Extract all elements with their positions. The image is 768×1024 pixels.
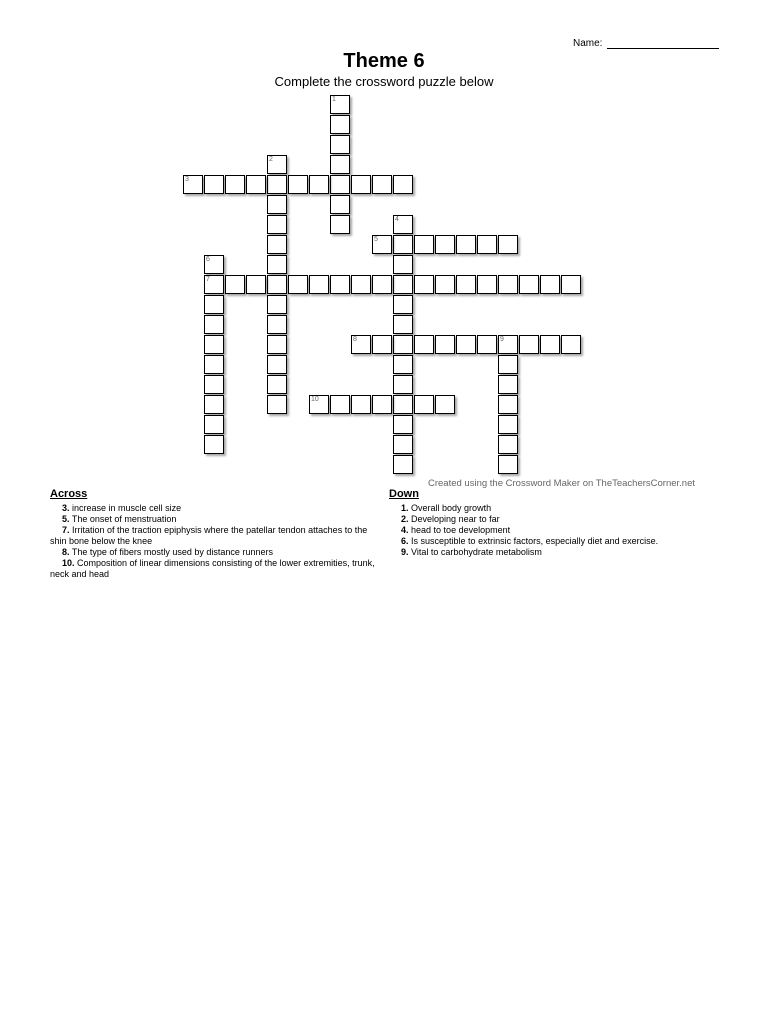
crossword-cell[interactable]: [267, 275, 287, 294]
crossword-grid: [0, 0, 768, 480]
crossword-cell[interactable]: [393, 275, 413, 294]
crossword-cell[interactable]: [267, 175, 287, 194]
crossword-cell[interactable]: [330, 215, 350, 234]
crossword-cell[interactable]: [393, 215, 413, 234]
crossword-cell[interactable]: [414, 335, 434, 354]
crossword-cell[interactable]: [540, 335, 560, 354]
crossword-cell[interactable]: [414, 235, 434, 254]
crossword-cell[interactable]: [498, 375, 518, 394]
crossword-cell[interactable]: [246, 175, 266, 194]
crossword-cell[interactable]: [288, 275, 308, 294]
crossword-cell[interactable]: [477, 235, 497, 254]
crossword-cell[interactable]: [393, 435, 413, 454]
crossword-cell[interactable]: [204, 255, 224, 274]
crossword-cell[interactable]: [372, 275, 392, 294]
crossword-cell[interactable]: [267, 315, 287, 334]
crossword-cell[interactable]: [561, 275, 581, 294]
down-clue: 2. Developing near to far: [401, 514, 500, 524]
clue-number: 2: [269, 156, 273, 163]
down-clue: 6. Is susceptible to extrinsic factors, especially diet and exercise.: [401, 536, 659, 546]
across-clue: 7. Irritation of the traction epiphysis where the patellar tendon attaches to the shin bone below the knee: [50, 525, 368, 546]
crossword-cell[interactable]: [309, 175, 329, 194]
crossword-cell[interactable]: [330, 395, 350, 414]
crossword-cell[interactable]: [393, 415, 413, 434]
crossword-cell[interactable]: [393, 235, 413, 254]
clue-number: 6: [206, 256, 210, 263]
crossword-cell[interactable]: [330, 195, 350, 214]
clue-number: 8: [353, 336, 357, 343]
credit-text: Created using the Crossword Maker on TheTeachersCorner.net: [428, 478, 696, 489]
crossword-cell[interactable]: [393, 295, 413, 314]
clue-number: 1: [332, 96, 336, 103]
crossword-cell[interactable]: [519, 335, 539, 354]
crossword-cell[interactable]: [288, 175, 308, 194]
crossword-cell[interactable]: [498, 355, 518, 374]
crossword-cell[interactable]: [414, 275, 434, 294]
crossword-cell[interactable]: [477, 275, 497, 294]
crossword-cell[interactable]: [309, 395, 329, 414]
clue-number: 10: [311, 396, 319, 403]
crossword-cell[interactable]: [330, 95, 350, 114]
crossword-cell[interactable]: [498, 415, 518, 434]
crossword-cell[interactable]: [393, 375, 413, 394]
crossword-cell[interactable]: [204, 415, 224, 434]
crossword-cell[interactable]: [330, 275, 350, 294]
crossword-cell[interactable]: [456, 275, 476, 294]
crossword-cell[interactable]: [498, 455, 518, 474]
crossword-cell[interactable]: [435, 235, 455, 254]
crossword-cell[interactable]: [267, 235, 287, 254]
crossword-cell[interactable]: [498, 335, 518, 354]
crossword-cell[interactable]: [498, 395, 518, 414]
crossword-cell[interactable]: [246, 275, 266, 294]
crossword-cell[interactable]: [393, 255, 413, 274]
crossword-cell[interactable]: [204, 335, 224, 354]
crossword-cell[interactable]: [330, 135, 350, 154]
name-label: Name:: [573, 38, 603, 49]
crossword-cell[interactable]: [330, 155, 350, 174]
crossword-cell[interactable]: [267, 335, 287, 354]
crossword-cell[interactable]: [225, 175, 245, 194]
page-title: Theme 6: [343, 50, 425, 72]
crossword-cell[interactable]: [414, 395, 434, 414]
crossword-cell[interactable]: [183, 175, 203, 194]
clue-number: 4: [395, 216, 399, 223]
crossword-cell[interactable]: [351, 275, 371, 294]
crossword-cell[interactable]: [435, 335, 455, 354]
crossword-cell[interactable]: [204, 275, 224, 294]
clue-number: 5: [374, 236, 378, 243]
down-clue: 4. head to toe development: [401, 525, 511, 535]
crossword-cell[interactable]: [204, 315, 224, 334]
clue-number: 3: [185, 176, 189, 183]
page-subtitle: Complete the crossword puzzle below: [274, 74, 494, 89]
down-clue-list: [389, 503, 719, 558]
crossword-cell[interactable]: [435, 395, 455, 414]
down-clue: 9. Vital to carbohydrate metabolism: [401, 547, 542, 557]
crossword-cell[interactable]: [456, 235, 476, 254]
crossword-cell[interactable]: [477, 335, 497, 354]
crossword-cell[interactable]: [498, 435, 518, 454]
crossword-cell[interactable]: [204, 435, 224, 454]
crossword-cell[interactable]: [267, 395, 287, 414]
down-heading: Down: [389, 488, 419, 500]
crossword-cell[interactable]: [267, 295, 287, 314]
crossword-cell[interactable]: [498, 235, 518, 254]
crossword-cell[interactable]: [540, 275, 560, 294]
across-heading: Across: [50, 488, 88, 500]
crossword-cell[interactable]: [267, 255, 287, 274]
crossword-cell[interactable]: [393, 455, 413, 474]
crossword-cell[interactable]: [393, 355, 413, 374]
crossword-cell[interactable]: [372, 235, 392, 254]
crossword-cell[interactable]: [393, 395, 413, 414]
across-clue: 8. The type of fibers mostly used by distance runners: [62, 547, 273, 557]
crossword-cell[interactable]: [393, 335, 413, 354]
crossword-cell[interactable]: [372, 175, 392, 194]
crossword-cell[interactable]: [267, 355, 287, 374]
crossword-cell[interactable]: [267, 215, 287, 234]
clue-number: 7: [206, 276, 210, 283]
clue-number: 9: [500, 336, 504, 343]
crossword-cell[interactable]: [330, 115, 350, 134]
crossword-cell[interactable]: [519, 275, 539, 294]
crossword-cell[interactable]: [204, 355, 224, 374]
crossword-cell[interactable]: [204, 375, 224, 394]
across-clue: 5. The onset of menstruation: [62, 514, 177, 524]
crossword-cell[interactable]: [267, 195, 287, 214]
across-clue: 10. Composition of linear dimensions consisting of the lower extremities, trunk, neck and head: [50, 558, 375, 579]
crossword-cell[interactable]: [204, 175, 224, 194]
crossword-cell[interactable]: [351, 335, 371, 354]
crossword-cell[interactable]: [393, 315, 413, 334]
crossword-cell[interactable]: [435, 275, 455, 294]
crossword-cell[interactable]: [351, 395, 371, 414]
crossword-cell[interactable]: [309, 275, 329, 294]
crossword-cell[interactable]: [267, 155, 287, 174]
crossword-cell[interactable]: [456, 335, 476, 354]
crossword-cell[interactable]: [204, 395, 224, 414]
crossword-cell[interactable]: [330, 175, 350, 194]
crossword-cell[interactable]: [498, 275, 518, 294]
across-clue: 3. increase in muscle cell size: [62, 503, 182, 513]
crossword-cell[interactable]: [393, 175, 413, 194]
down-clue: 1. Overall body growth: [401, 503, 492, 513]
crossword-cell[interactable]: [372, 395, 392, 414]
crossword-cell[interactable]: [561, 335, 581, 354]
crossword-cell[interactable]: [372, 335, 392, 354]
crossword-cell[interactable]: [351, 175, 371, 194]
crossword-cell[interactable]: [225, 275, 245, 294]
crossword-cell[interactable]: [204, 295, 224, 314]
crossword-cell[interactable]: [267, 375, 287, 394]
across-clue-list: [50, 503, 380, 580]
